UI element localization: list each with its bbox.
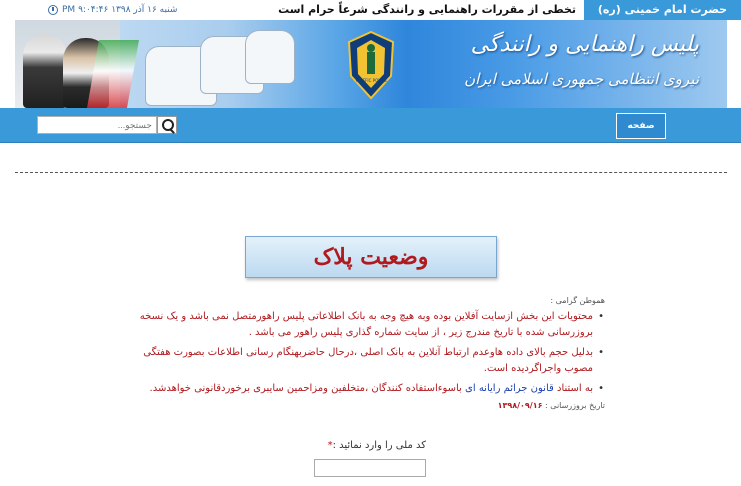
home-button[interactable]: صفحه اصلی xyxy=(616,113,666,139)
page-title: وضعیت پلاک xyxy=(245,236,497,278)
header-banner xyxy=(15,20,727,108)
section-divider xyxy=(15,172,727,173)
notice-item: • محتویات این بخش ازسایت آفلاین بوده وبه هیچ وجه به بانک اطلاعاتی پلیس راهورمتصل نمی باشد و یک نسخه بروزرسانی شده با تاریخ مندرج زیر ، از سایت شماره گذاری پلیس راهور می باشد . xyxy=(120,309,593,341)
search-input[interactable] xyxy=(37,116,157,134)
update-label: تاریخ بروزرسانی : xyxy=(545,401,605,410)
notice-greeting: هموطن گرامی : xyxy=(550,296,605,305)
computer-crimes-law-link[interactable]: قانون جرائم رایانه ای xyxy=(465,383,554,394)
clock-icon xyxy=(48,5,58,15)
traffic-police-logo xyxy=(345,30,397,100)
police-cars-image xyxy=(145,28,295,106)
notice-item-law xyxy=(120,381,593,397)
law-suffix: باسوءاستفاده کنندگان ،متخلفین ومزاحمین سایبری برخوردقانونی خواهدشد. xyxy=(149,383,462,394)
current-datetime: شنبه ۱۶ آذر ۱۳۹۸ ۹:۰۴:۴۶ PM xyxy=(62,5,178,15)
required-mark: * xyxy=(327,440,333,451)
update-info xyxy=(120,401,605,410)
banner-subtitle: نیروی انتظامی جمهوری اسلامی ایران xyxy=(464,70,699,88)
national-id-label xyxy=(314,440,426,451)
header-quote: تخطی از مقررات راهنمایی و رانندگی شرعاً حرام است xyxy=(278,3,576,16)
top-bar xyxy=(0,0,741,20)
national-id-label-text: کد ملی را وارد نمائید : xyxy=(332,440,426,451)
national-id-input[interactable] xyxy=(314,459,426,477)
search-button[interactable] xyxy=(157,116,177,134)
notice-item: • بدلیل حجم بالای داده هاوعدم ارتباط آنلاین به بانک اصلی ،درحال حاضربهنگام رسانی اطلاعات بصورت هفتگی مصوب واجراگردیده است. xyxy=(120,345,593,377)
notice-section xyxy=(120,296,605,410)
law-prefix: به استناد xyxy=(556,383,593,394)
logo-text: TRAFFIC POLICE xyxy=(355,78,387,83)
imam-khomeini-tab[interactable]: حضرت امام خمینی (ره) xyxy=(584,0,741,20)
banner-title: پلیس راهنمایی و رانندگی xyxy=(470,32,699,57)
nav-bar xyxy=(0,108,741,155)
update-date: ۱۳۹۸/۰۹/۱۶ xyxy=(497,401,543,410)
